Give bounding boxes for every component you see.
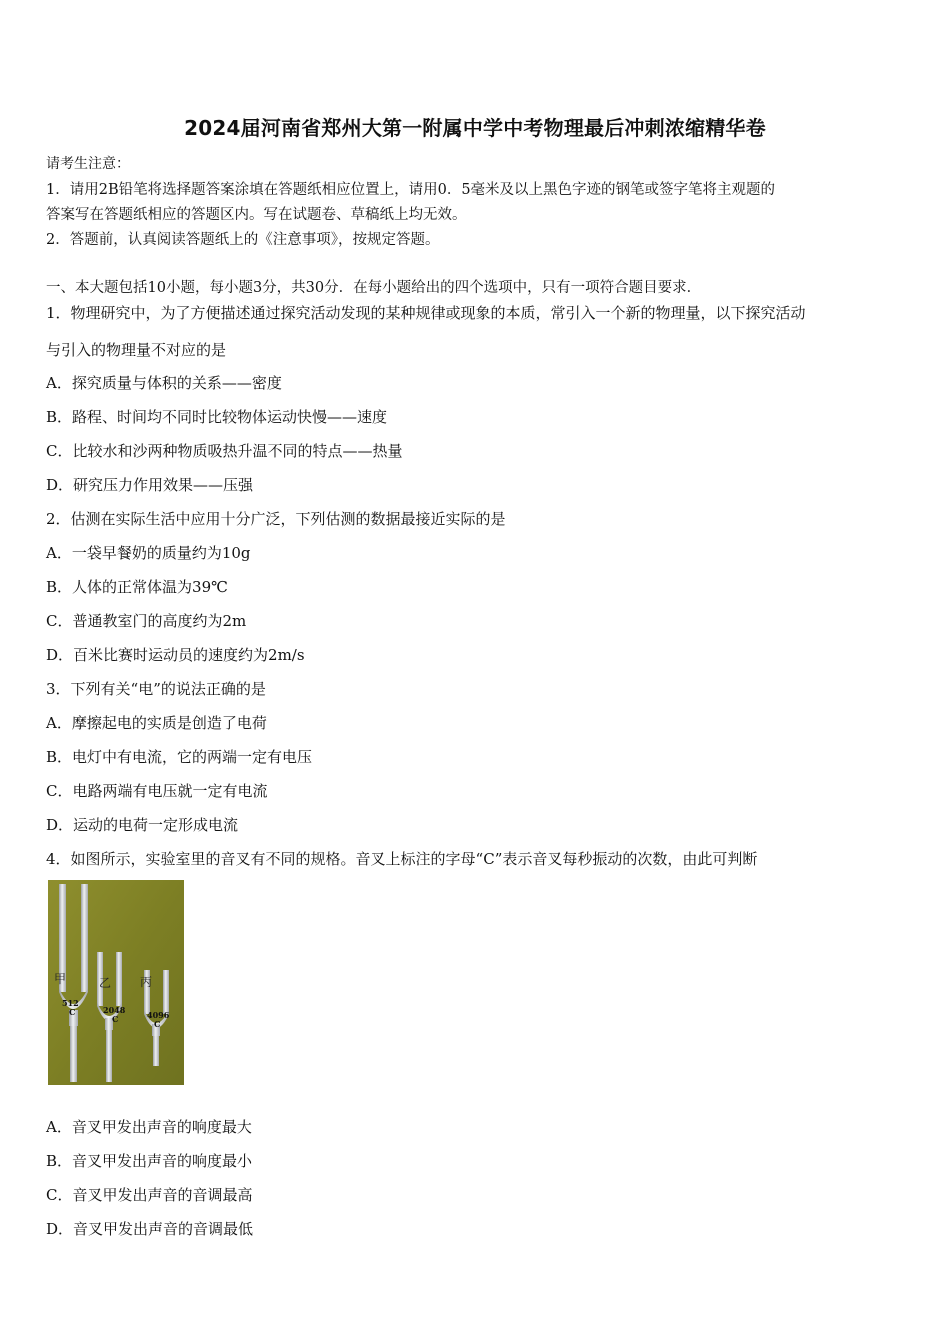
question-1-option-d: D．研究压力作用效果——压强	[46, 476, 254, 494]
question-2-option-b: B．人体的正常体温为39℃	[46, 578, 228, 596]
fork-yi-number: 2048	[103, 1005, 126, 1015]
notice-item-1-line-1: 1．请用2B铅笔将选择题答案涂填在答题纸相应位置上，请用0．5毫米及以上黑色字迹的钢笔或签字笔将主观题的	[46, 182, 776, 198]
question-3-option-b: B．电灯中有电流，它的两端一定有电压	[46, 748, 313, 766]
question-3-option-d: D．运动的电荷一定形成电流	[46, 816, 239, 834]
tuning-fork-photo	[48, 880, 184, 1085]
fork-jia-name: 甲	[54, 972, 67, 986]
question-4-option-b: B．音叉甲发出声音的响度最小	[46, 1152, 253, 1170]
fork-jia-letter: C	[69, 1007, 76, 1017]
fork-jia-number: 512	[62, 998, 79, 1008]
notice-item-1-line-2: 答案写在答题纸相应的答题区内。写在试题卷、草稿纸上均无效。	[46, 207, 467, 223]
page-title: 2024届河南省郑州大第一附属中学中考物理最后冲刺浓缩精华卷	[184, 116, 766, 140]
question-2-option-a: A．一袋早餐奶的质量约为10g	[46, 544, 251, 562]
tuning-fork-figure	[48, 880, 184, 1085]
question-4-option-c: C．音叉甲发出声音的音调最高	[46, 1186, 253, 1204]
fork-yi-name: 乙	[99, 976, 112, 990]
fork-yi-letter: C	[112, 1014, 119, 1024]
question-1-stem-line-1: 1．物理研究中，为了方便描述通过探究活动发现的某种规律或现象的本质，常引入一个新的物理量，以下探究活动	[46, 304, 806, 322]
notice-item-2: 2．答题前，认真阅读答题纸上的《注意事项》，按规定答题。	[46, 232, 440, 248]
question-2-option-d: D．百米比赛时运动员的速度约为2m/s	[46, 646, 305, 664]
question-3-option-c: C．电路两端有电压就一定有电流	[46, 782, 268, 800]
notice-heading: 请考生注意：	[46, 156, 130, 172]
fork-bing-name: 丙	[140, 975, 153, 989]
question-4-option-a: A．音叉甲发出声音的响度最大	[46, 1118, 252, 1136]
question-2-stem: 2．估测在实际生活中应用十分广泛，下列估测的数据最接近实际的是	[46, 510, 506, 528]
section-heading: 一、本大题包括10小题，每小题3分，共30分．在每小题给出的四个选项中，只有一项符合题目要求．	[46, 280, 702, 296]
question-4-stem: 4．如图所示，实验室里的音叉有不同的规格。音叉上标注的字母“C”表示音叉每秒振动的次数，由此可判断	[46, 850, 758, 868]
fork-bing-number: 4096	[147, 1010, 170, 1020]
question-4-option-d: D．音叉甲发出声音的音调最低	[46, 1220, 254, 1238]
question-3-option-a: A．摩擦起电的实质是创造了电荷	[46, 714, 267, 732]
fork-bing-letter: C	[154, 1019, 161, 1029]
question-1-stem-line-2: 与引入的物理量不对应的是	[46, 341, 227, 359]
question-1-option-b: B．路程、时间均不同时比较物体运动快慢——速度	[46, 408, 388, 426]
question-3-stem: 3．下列有关“电”的说法正确的是	[46, 680, 266, 698]
question-1-option-c: C．比较水和沙两种物质吸热升温不同的特点——热量	[46, 442, 403, 460]
question-1-option-a: A．探究质量与体积的关系——密度	[46, 374, 282, 392]
question-2-option-c: C．普通教室门的高度约为2m	[46, 612, 247, 630]
